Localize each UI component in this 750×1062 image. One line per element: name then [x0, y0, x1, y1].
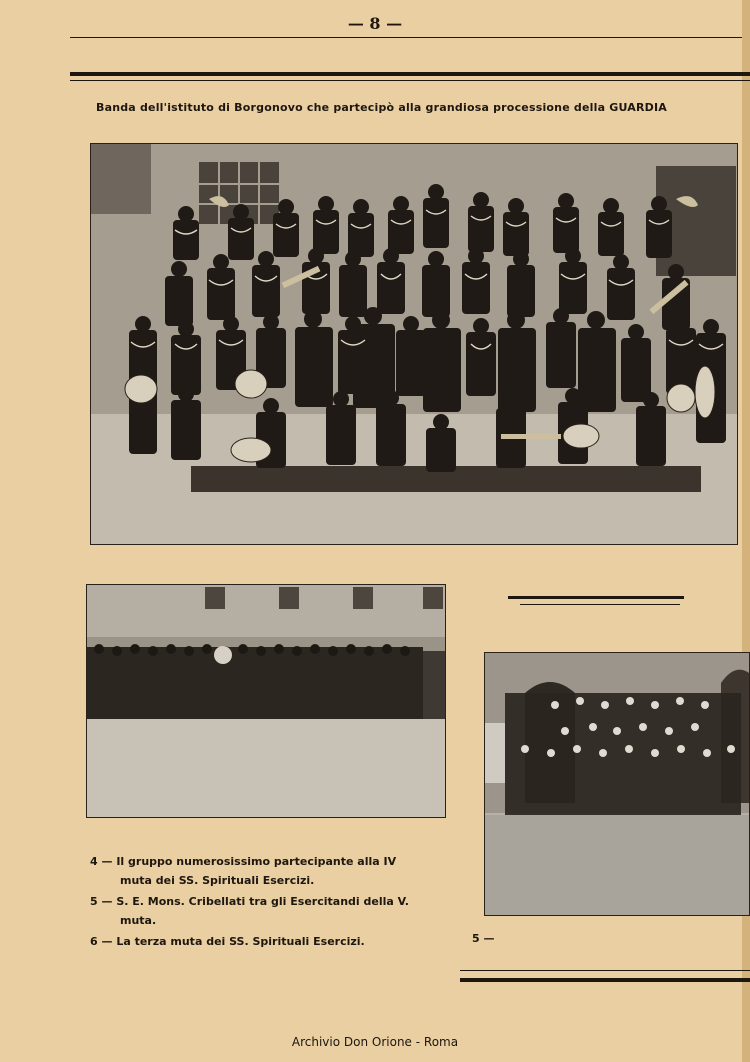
- section-thin-rule: [520, 604, 680, 605]
- photo-5-label: 5 —: [472, 932, 495, 945]
- archive-footer: Archivio Don Orione - Roma: [291, 1035, 459, 1049]
- caption-4: [90, 852, 430, 890]
- bottom-thin-rule: [460, 970, 750, 971]
- caption-4-number: 4 —: [90, 855, 113, 868]
- caption-5: [90, 892, 430, 930]
- header-thick-rule: [70, 72, 750, 76]
- section-rule: [508, 596, 684, 599]
- caption-6: [90, 932, 430, 951]
- group-photo-5: [484, 652, 750, 916]
- caption-5-line1: S. E. Mons. Cribellati tra gli Esercitandi della V.: [116, 895, 409, 908]
- group-photo-4: [86, 584, 446, 818]
- page-number: — 8 —: [347, 14, 403, 33]
- header-rule: [70, 37, 742, 38]
- photo-captions: [90, 852, 430, 953]
- caption-4-line2: muta dei SS. Spirituali Esercizi.: [120, 874, 315, 887]
- band-photo-caption: Banda dell'istituto di Borgonovo che partecipò alla grandiosa processione della GUARDIA: [96, 101, 667, 114]
- caption-6-line1: La terza muta dei SS. Spirituali Esercizi.: [116, 935, 365, 948]
- bottom-thick-rule: [460, 978, 750, 982]
- caption-6-number: 6 —: [90, 935, 113, 948]
- caption-4-line1: Il gruppo numerosissimo partecipante alla IV: [116, 855, 397, 868]
- caption-5-line2: muta.: [120, 914, 157, 927]
- header-thin-rule: [70, 80, 750, 81]
- band-photo: [90, 143, 738, 545]
- caption-5-number: 5 —: [90, 895, 113, 908]
